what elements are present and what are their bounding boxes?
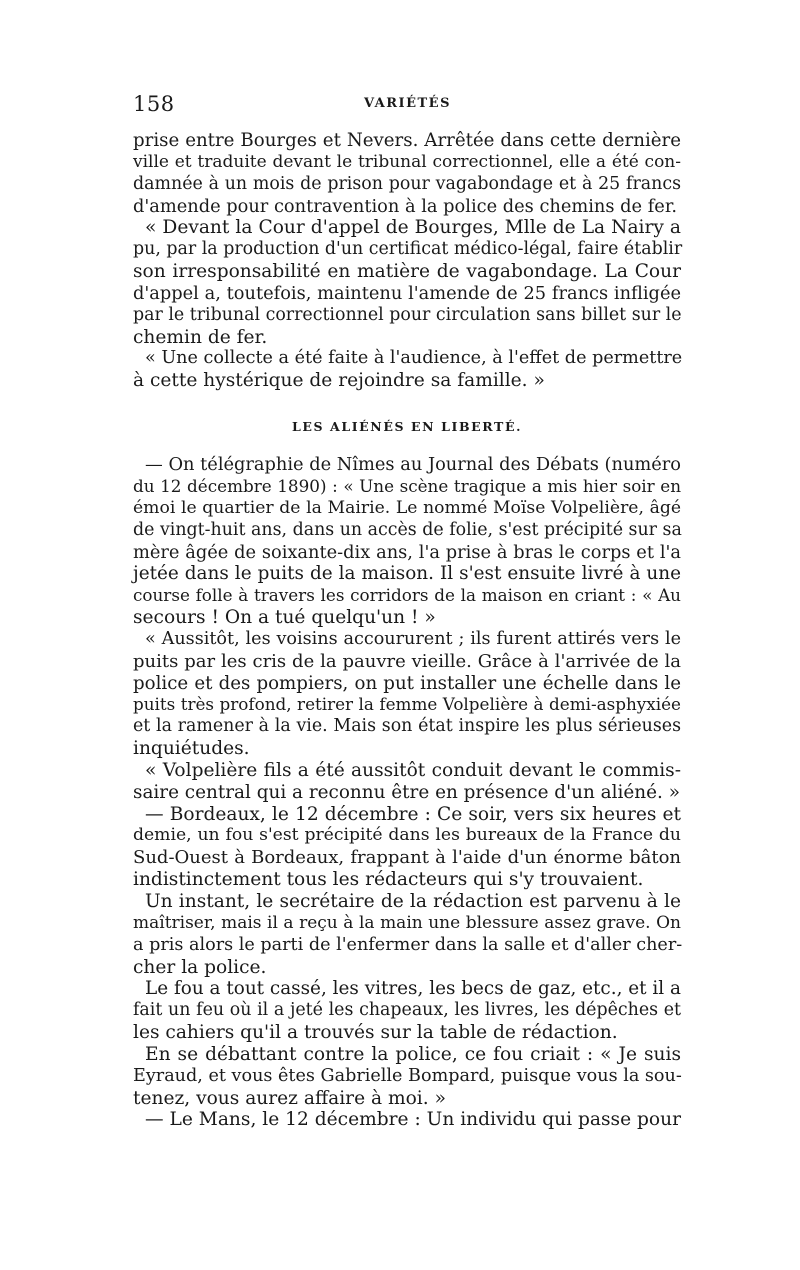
text-line: indistinctement tous les rédacteurs qui s'y trouvaient. bbox=[133, 869, 644, 891]
text-line: par le tribunal correctionnel pour circulation sans billet sur le bbox=[133, 304, 682, 325]
text-line: chemin de fer. bbox=[133, 326, 268, 348]
text-line: puits très profond, retirer la femme Volpelière à demi-asphyxiée bbox=[133, 694, 681, 715]
text-line: de vingt-huit ans, dans un accès de folie, s'est précipité sur sa bbox=[133, 519, 682, 540]
text-line: maîtriser, mais il a reçu à la main une blessure assez grave. On bbox=[133, 912, 681, 933]
text-line: Un instant, le secrétaire de la rédaction est parvenu à le bbox=[145, 891, 681, 912]
text-line: secours ! On a tué quelqu'un ! » bbox=[133, 607, 436, 629]
text-line: tenez, vous aurez affaire à moi. » bbox=[133, 1087, 446, 1109]
text-line: « Aussitôt, les voisins accoururent ; ils furent attirés vers le bbox=[145, 628, 681, 649]
page-number: 158 bbox=[133, 92, 175, 116]
text-line: En se débattant contre la police, ce fou criait : « Je suis bbox=[145, 1043, 681, 1065]
text-line: prise entre Bourges et Nevers. Arrêtée dans cette dernière bbox=[133, 130, 681, 151]
text-line: jetée dans le puits de la maison. Il s'est ensuite livré à une bbox=[133, 563, 681, 585]
text-line: cher la police. bbox=[133, 956, 267, 978]
text-line: pu, par la production d'un certificat médico-légal, faire établir bbox=[133, 239, 683, 260]
body-text bbox=[133, 130, 681, 1131]
text-line: demie, un fou s'est précipité dans les bureaux de la France du bbox=[133, 825, 681, 846]
text-line: a pris alors le parti de l'enfermer dans la salle et d'aller cher- bbox=[133, 934, 683, 955]
text-line: « Devant la Cour d'appel de Bourges, Mlle de La Nairy a bbox=[145, 217, 681, 239]
running-head: VARIÉTÉS bbox=[364, 96, 451, 111]
text-line: police et des pompiers, on put installer une échelle dans le bbox=[133, 672, 681, 694]
text-line: mère âgée de soixante-dix ans, l'a prise à bras le corps et l'a bbox=[133, 541, 681, 563]
text-line: Sud-Ouest à Bordeaux, frappant à l'aide d'un énorme bâton bbox=[133, 847, 681, 869]
text-line: du 12 décembre 1890) : « Une scène tragique a mis hier soir en bbox=[133, 475, 681, 496]
text-line: damnée à un mois de prison pour vagabondage et à 25 francs bbox=[133, 173, 681, 194]
text-line: « Une collecte a été faite à l'audience, à l'effet de permettre bbox=[145, 348, 683, 369]
text-line: — On télégraphie de Nîmes au Journal des Débats (numéro bbox=[145, 454, 681, 476]
text-line: d'amende pour contravention à la police des chemins de fer. bbox=[133, 195, 678, 217]
text-line: son irresponsabilité en matière de vagabondage. La Cour bbox=[133, 261, 681, 283]
text-line: fait un feu où il a jeté les chapeaux, les livres, les dépêches et bbox=[133, 1000, 681, 1021]
text-line: Eyraud, et vous êtes Gabrielle Bompard, puisque vous la sou- bbox=[133, 1065, 682, 1086]
text-line: Le fou a tout cassé, les vitres, les becs de gaz, etc., et il a bbox=[145, 978, 681, 1000]
text-line: saire central qui a reconnu être en présence d'un aliéné. » bbox=[133, 781, 680, 803]
text-line: émoi le quartier de la Mairie. Le nommé Moïse Volpelière, âgé bbox=[133, 497, 681, 518]
text-line: course folle à travers les corridors de la maison en criant : « Au bbox=[133, 585, 681, 606]
page-header bbox=[133, 92, 682, 122]
text-line: — Bordeaux, le 12 décembre : Ce soir, vers six heures et bbox=[145, 803, 681, 825]
text-line: puits par les cris de la pauvre vieille. Grâce à l'arrivée de la bbox=[133, 650, 681, 672]
text-line: ville et traduite devant le tribunal correctionnel, elle a été con- bbox=[133, 151, 681, 172]
section-heading: LES ALIÉNÉS EN LIBERTÉ. bbox=[291, 419, 523, 435]
text-line: inquiétudes. bbox=[133, 738, 250, 760]
text-line: à cette hystérique de rejoindre sa famille. » bbox=[133, 370, 545, 392]
text-line: « Volpelière fils a été aussitôt conduit devant le commis- bbox=[145, 759, 681, 781]
text-line: d'appel a, toutefois, maintenu l'amende de 25 francs infligée bbox=[133, 282, 681, 304]
text-line: — Le Mans, le 12 décembre : Un individu qui passe pour bbox=[145, 1109, 681, 1131]
text-line: et la ramener à la vie. Mais son état inspire les plus sérieuses bbox=[133, 716, 681, 737]
text-line: les cahiers qu'il a trouvés sur la table de rédaction. bbox=[133, 1022, 618, 1044]
